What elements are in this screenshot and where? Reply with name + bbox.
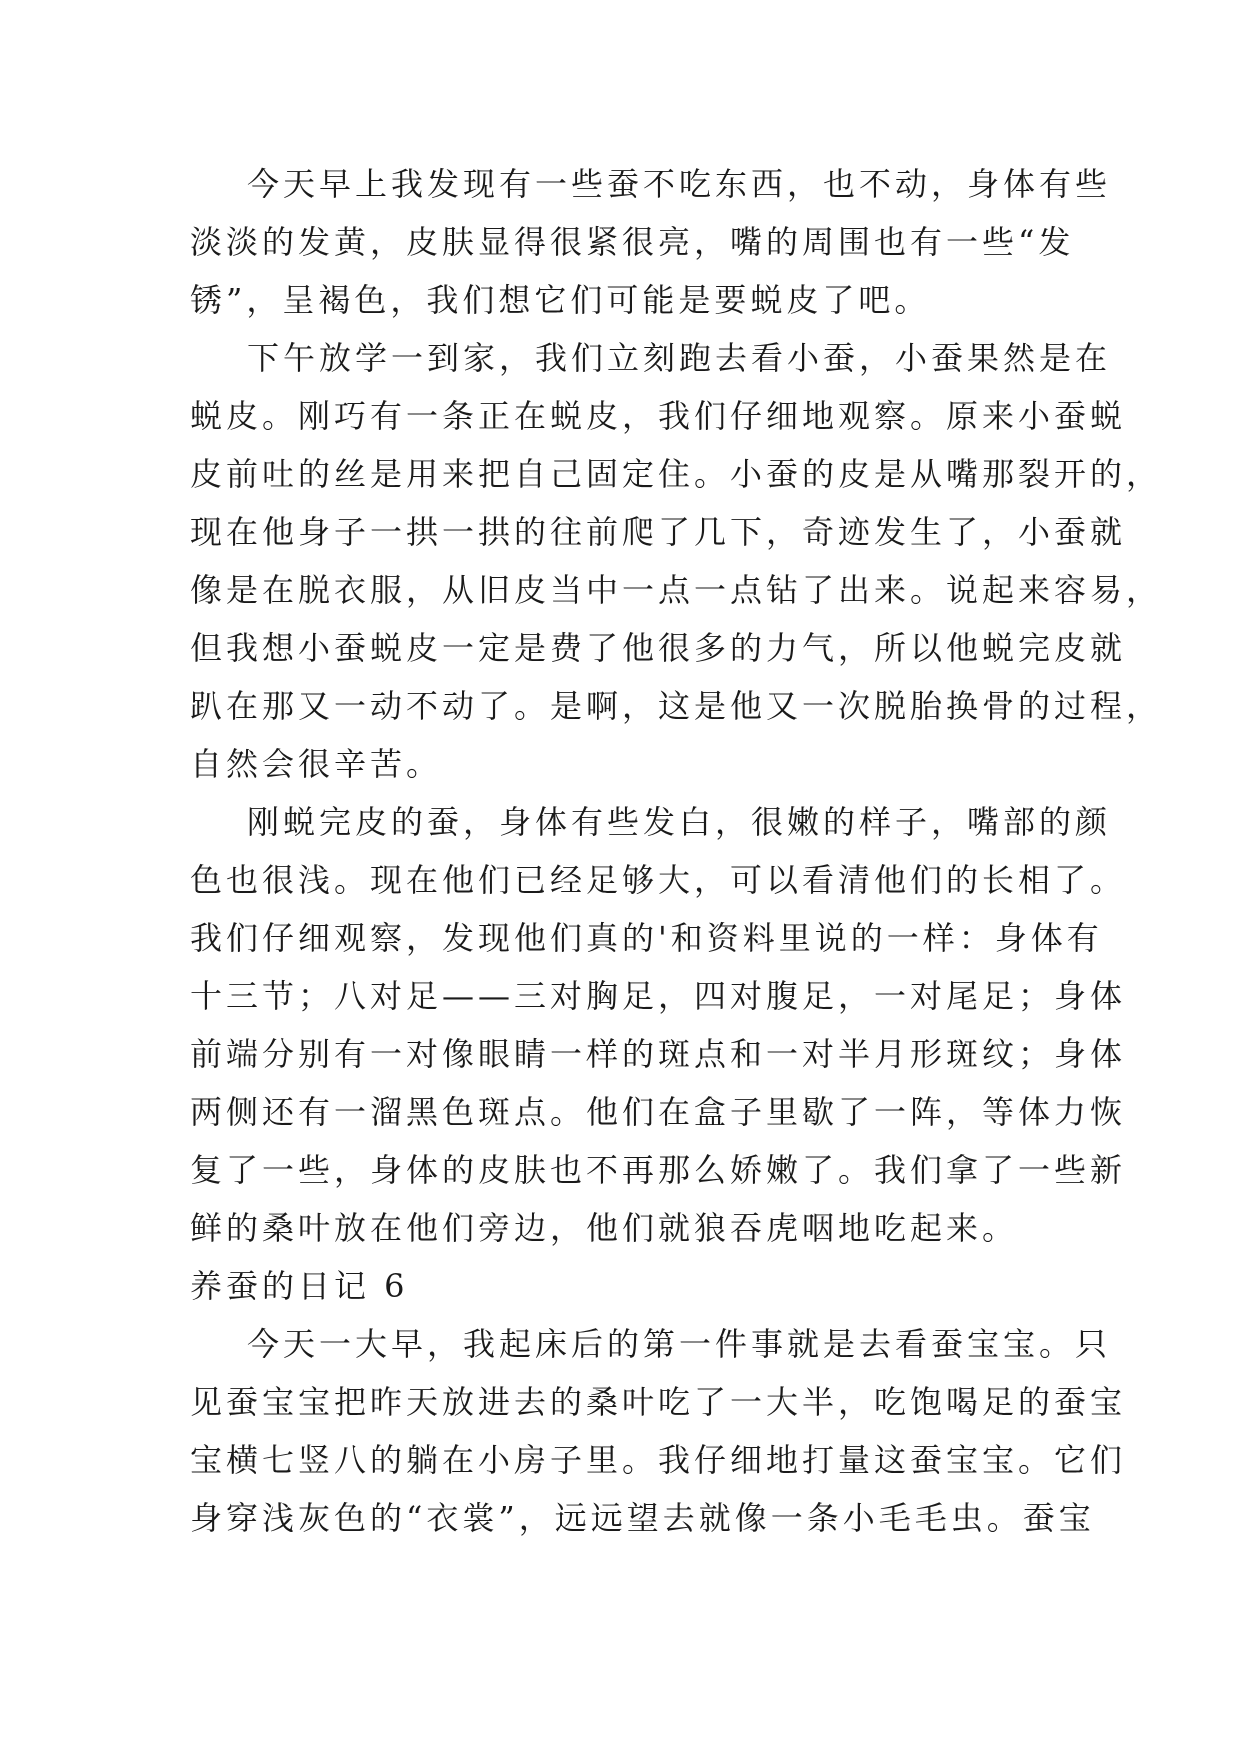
paragraph-2-line-4: 现在他身子一拱一拱的往前爬了几下，奇迹发生了，小蚕就 (190, 513, 1127, 551)
paragraph-3-line-7: 复了一些，身体的皮肤也不再那么娇嫩了。我们拿了一些新 (190, 1151, 1127, 1189)
paragraph-2-line-5: 像是在脱衣服，从旧皮当中一点一点钻了出来。说起来容易， (190, 571, 1163, 609)
paragraph-1-line-1: 今天早上我发现有一些蚕不吃东西，也不动，身体有些 (247, 165, 1112, 203)
paragraph-3-line-2: 色也很浅。现在他们已经足够大，可以看清他们的长相了。 (190, 861, 1127, 899)
paragraph-3-line-8: 鲜的桑叶放在他们旁边，他们就狼吞虎咽地吃起来。 (190, 1209, 1019, 1247)
paragraph-2-line-3: 皮前吐的丝是用来把自己固定住。小蚕的皮是从嘴那裂开的， (190, 455, 1163, 493)
paragraph-4-line-4: 身穿浅灰色的“衣裳”，远远望去就像一条小毛毛虫。蚕宝 (190, 1499, 1095, 1537)
paragraph-3-line-3: 我们仔细观察，发现他们真的'和资料里说的一样：身体有 (190, 919, 1103, 957)
section-heading: 养蚕的日记 6 (190, 1267, 409, 1305)
paragraph-1-line-3: 锈”，呈褐色，我们想它们可能是要蜕皮了吧。 (190, 281, 931, 319)
paragraph-2-line-8: 自然会很辛苦。 (190, 745, 443, 783)
paragraph-2-line-2: 蜕皮。刚巧有一条正在蜕皮，我们仔细地观察。原来小蚕蜕 (190, 397, 1127, 435)
paragraph-3-line-1: 刚蜕完皮的蚕，身体有些发白，很嫩的样子，嘴部的颜 (247, 803, 1112, 841)
paragraph-3-line-4: 十三节；八对足——三对胸足，四对腹足，一对尾足；身体 (190, 977, 1127, 1015)
paragraph-4-line-2: 见蚕宝宝把昨天放进去的桑叶吃了一大半，吃饱喝足的蚕宝 (190, 1383, 1127, 1421)
paragraph-4-line-3: 宝横七竖八的躺在小房子里。我仔细地打量这蚕宝宝。它们 (190, 1441, 1127, 1479)
paragraph-2-line-7: 趴在那又一动不动了。是啊，这是他又一次脱胎换骨的过程， (190, 687, 1163, 725)
paragraph-3-line-6: 两侧还有一溜黑色斑点。他们在盒子里歇了一阵，等体力恢 (190, 1093, 1127, 1131)
paragraph-1-line-2: 淡淡的发黄，皮肤显得很紧很亮，嘴的周围也有一些“发 (190, 223, 1075, 261)
paragraph-4-line-1: 今天一大早，我起床后的第一件事就是去看蚕宝宝。只 (247, 1325, 1112, 1363)
paragraph-2-line-1: 下午放学一到家，我们立刻跑去看小蚕，小蚕果然是在 (247, 339, 1112, 377)
paragraph-3-line-5: 前端分别有一对像眼睛一样的斑点和一对半月形斑纹；身体 (190, 1035, 1127, 1073)
paragraph-2-line-6: 但我想小蚕蜕皮一定是费了他很多的力气，所以他蜕完皮就 (190, 629, 1127, 667)
